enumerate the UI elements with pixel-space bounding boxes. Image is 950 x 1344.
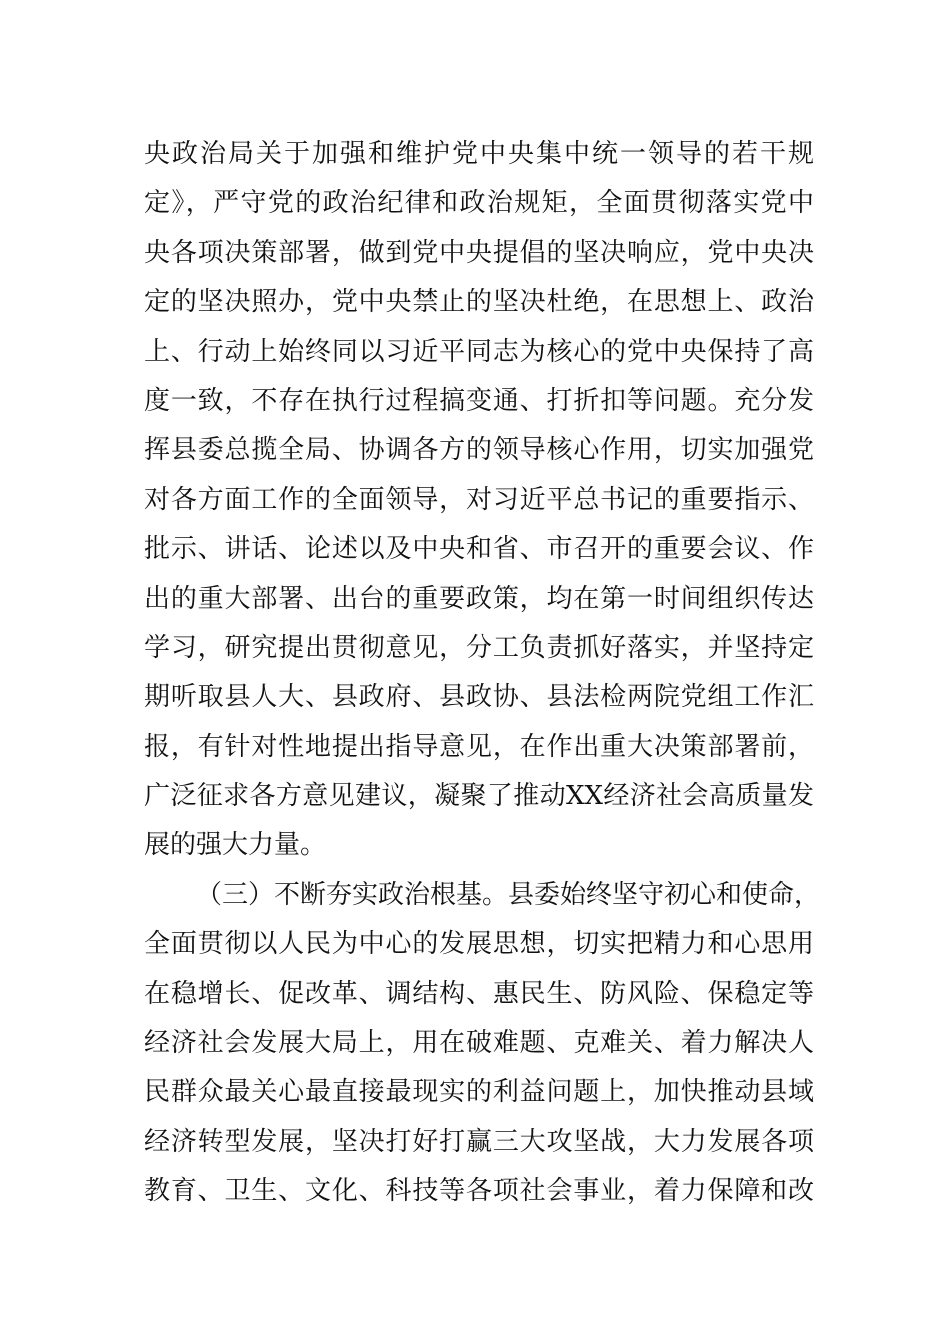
text-line: 央政治局关于加强和维护党中央集中统一领导的若干规 xyxy=(144,139,814,169)
text-line: 挥县委总揽全局、协调各方的领导核心作用，切实加强党 xyxy=(144,435,814,466)
text-line: 出的重大部署、出台的重要政策，均在第一时间组织传达 xyxy=(144,583,814,614)
text-line: 批示、讲话、论述以及中央和省、市召开的重要会议、作 xyxy=(144,534,814,565)
text-line: 上、行动上始终同以习近平同志为核心的党中央保持了高 xyxy=(144,336,814,367)
text-line: 度一致，不存在执行过程搞变通、打折扣等问题。充分发 xyxy=(144,385,814,416)
text-line: 学习，研究提出贯彻意见，分工负责抓好落实，并坚持定 xyxy=(144,632,814,663)
paragraph-2 xyxy=(144,871,821,1217)
text-line: 在稳增长、促改革、调结构、惠民生、防风险、保稳定等 xyxy=(144,978,814,1009)
text-line: 教育、卫生、文化、科技等各项社会事业，着力保障和改 xyxy=(144,1176,814,1207)
text-line: 期听取县人大、县政府、县政协、县法检两院党组工作汇 xyxy=(144,682,814,713)
text-line: 全面贯彻以人民为中心的发展思想，切实把精力和心思用 xyxy=(144,929,814,960)
text-line: 展的强大力量。 xyxy=(144,830,327,861)
text-line: 报，有针对性地提出指导意见，在作出重大决策部署前， xyxy=(144,731,814,762)
text-line: 央各项决策部署，做到党中央提倡的坚决响应，党中央决 xyxy=(144,237,814,268)
text-line: 经济社会发展大局上，用在破难题、克难关、着力解决人 xyxy=(144,1028,814,1059)
text-line: 定的坚决照办，党中央禁止的坚决杜绝，在思想上、政治 xyxy=(144,287,814,318)
text-line: 对各方面工作的全面领导，对习近平总书记的重要指示、 xyxy=(144,484,814,515)
document-body xyxy=(144,130,821,1217)
section-heading-line: （三）不断夯实政治根基。县委始终坚守初心和使命， xyxy=(196,879,821,910)
text-line: 民群众最关心最直接最现实的利益问题上，加快推动县域 xyxy=(144,1077,814,1108)
text-line: 经济转型发展，坚决打好打赢三大攻坚战，大力发展各项 xyxy=(144,1126,814,1157)
paragraph-1 xyxy=(144,130,814,871)
text-line: 广泛征求各方意见建议，凝聚了推动XX经济社会高质量发 xyxy=(144,781,814,812)
text-line: 定》，严守党的政治纪律和政治规矩，全面贯彻落实党中 xyxy=(144,188,814,219)
